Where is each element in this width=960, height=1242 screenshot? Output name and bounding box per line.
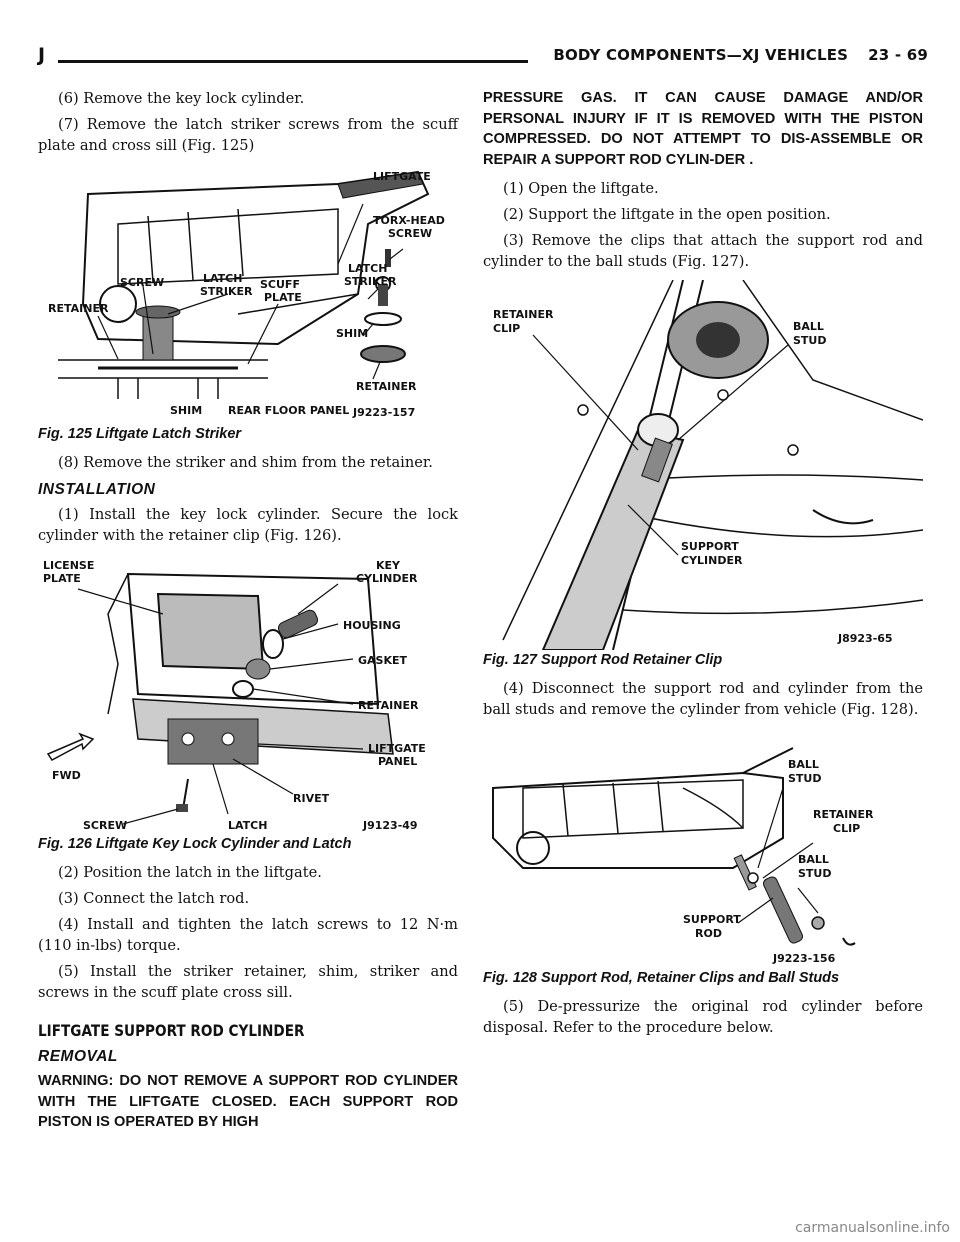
label-latch-striker-c2: STRIKER <box>200 285 253 298</box>
warning-start: WARNING: DO NOT REMOVE A SUPPORT ROD CYLINDER WITH THE LIFTGATE CLOSED. EACH SUPPORT ROD PISTON IS OPERATED BY HIGH <box>38 1073 458 1130</box>
label-code-126: J9123-49 <box>363 819 418 832</box>
label-code-127: J8923-65 <box>838 632 893 645</box>
removal-step-5: (5) De-pressurize the original rod cylinder before disposal. Refer to the procedure below. <box>483 998 923 1036</box>
label-ball-a-1: BALL <box>788 758 819 771</box>
install-step-3: (3) Connect the latch rod. <box>58 890 250 907</box>
right-column <box>483 88 923 1043</box>
caption-fig-125: Fig. 125 Liftgate Latch Striker <box>38 426 242 442</box>
label-shim-bottom: SHIM <box>170 404 203 417</box>
label-liftgate: LIFTGATE <box>373 170 431 183</box>
label-ball-a-2: STUD <box>788 772 822 785</box>
left-column <box>38 88 458 1133</box>
watermark: carmanualsonline.info <box>795 1220 950 1236</box>
removal-step-4: (4) Disconnect the support rod and cylinder from the ball studs and remove the cylinder from vehicle (Fig. 128). <box>483 680 923 718</box>
removal-heading: REMOVAL <box>38 1048 118 1065</box>
label-retainer-2: CLIP <box>833 822 861 835</box>
figure-126 <box>38 554 458 834</box>
label-scuff-1: SCUFF <box>260 278 300 291</box>
step-8: (8) Remove the striker and shim from the retainer. <box>58 454 433 471</box>
figure-125 <box>38 164 458 424</box>
label-liftgate-panel-2: PANEL <box>378 755 418 768</box>
label-license-2: PLATE <box>43 572 81 585</box>
label-retainer-1: RETAINER <box>493 308 554 321</box>
support-rod-retainer-clip-illustration <box>483 280 923 650</box>
label-license-1: LICENSE <box>43 559 95 572</box>
label-retainer-2: CLIP <box>493 322 521 335</box>
header-title: BODY COMPONENTS—XJ VEHICLES <box>553 46 849 64</box>
label-torx-1: TORX-HEAD <box>373 214 445 227</box>
label-latch: LATCH <box>228 819 268 832</box>
figure-128 <box>483 728 923 968</box>
label-liftgate-panel-1: LIFTGATE <box>368 742 426 755</box>
page-header <box>38 40 928 70</box>
header-title-block <box>553 46 928 64</box>
label-key-2: CYLINDER <box>356 572 418 585</box>
label-ball-2: STUD <box>793 334 827 347</box>
support-rod-ball-studs-illustration <box>483 728 923 968</box>
label-support-2: CYLINDER <box>681 554 743 567</box>
label-support-1: SUPPORT <box>683 913 741 926</box>
label-rivet: RIVET <box>293 792 330 805</box>
label-ball-b-2: STUD <box>798 867 832 880</box>
install-step-5: (5) Install the striker retainer, shim, striker and screws in the scuff plate cross sill. <box>38 963 458 1001</box>
step-7: (7) Remove the latch striker screws from the scuff plate and cross sill (Fig. 125) <box>38 116 458 154</box>
step-6: (6) Remove the key lock cylinder. <box>58 90 305 107</box>
label-retainer-1: RETAINER <box>813 808 874 821</box>
section-letter: J <box>38 44 46 66</box>
label-code-125: J9223-157 <box>353 406 416 419</box>
label-fwd: FWD <box>52 769 81 782</box>
caption-fig-128: Fig. 128 Support Rod, Retainer Clips and Ball Studs <box>483 970 840 986</box>
label-latch-striker-r1: LATCH <box>348 262 388 275</box>
label-housing: HOUSING <box>343 619 401 632</box>
page-number: 23 - 69 <box>868 46 928 64</box>
header-rule <box>58 60 528 63</box>
label-retainer-left: RETAINER <box>48 302 109 315</box>
install-step-4: (4) Install and tighten the latch screws to 12 N·m (110 in-lbs) torque. <box>38 916 458 954</box>
label-support-2: ROD <box>695 927 722 940</box>
label-ball-1: BALL <box>793 320 824 333</box>
key-lock-cylinder-illustration <box>38 554 458 834</box>
label-screw: SCREW <box>120 276 165 289</box>
figure-127 <box>483 280 923 650</box>
caption-fig-126: Fig. 126 Liftgate Key Lock Cylinder and Latch <box>38 836 352 852</box>
warning-continued: PRESSURE GAS. IT CAN CAUSE DAMAGE AND/OR PERSONAL INJURY IF IT IS REMOVED WITH THE PISTON COMPRESSED. DO NOT ATTEMPT TO DIS-ASSEMBLE OR REPAIR A SUPPORT ROD CYLIN-DER . <box>483 90 923 168</box>
label-torx-2: SCREW <box>388 227 433 240</box>
installation-heading: INSTALLATION <box>38 481 156 498</box>
label-retainer: RETAINER <box>358 699 419 712</box>
label-gasket: GASKET <box>358 654 408 667</box>
label-ball-b-1: BALL <box>798 853 829 866</box>
label-retainer-right: RETAINER <box>356 380 417 393</box>
label-rear-floor-panel: REAR FLOOR PANEL <box>228 404 350 417</box>
label-shim-right: SHIM <box>336 327 369 340</box>
label-code-128: J9223-156 <box>773 952 836 965</box>
label-latch-striker-r2: STRIKER <box>344 275 397 288</box>
label-latch-striker-c1: LATCH <box>203 272 243 285</box>
install-step-1: (1) Install the key lock cylinder. Secure the lock cylinder with the retainer clip (Fig. 126). <box>38 506 458 544</box>
removal-step-1: (1) Open the liftgate. <box>503 180 659 197</box>
liftgate-latch-striker-illustration <box>38 164 458 424</box>
label-scuff-2: PLATE <box>264 291 302 304</box>
removal-step-3: (3) Remove the clips that attach the support rod and cylinder to the ball studs (Fig. 127). <box>483 232 923 270</box>
removal-step-2: (2) Support the liftgate in the open position. <box>503 206 831 223</box>
section-title: LIFTGATE SUPPORT ROD CYLINDER <box>38 1021 305 1040</box>
label-support-1: SUPPORT <box>681 540 739 553</box>
label-screw: SCREW <box>83 819 128 832</box>
label-key-1: KEY <box>376 559 401 572</box>
install-step-2: (2) Position the latch in the liftgate. <box>58 864 322 881</box>
caption-fig-127: Fig. 127 Support Rod Retainer Clip <box>483 652 723 668</box>
